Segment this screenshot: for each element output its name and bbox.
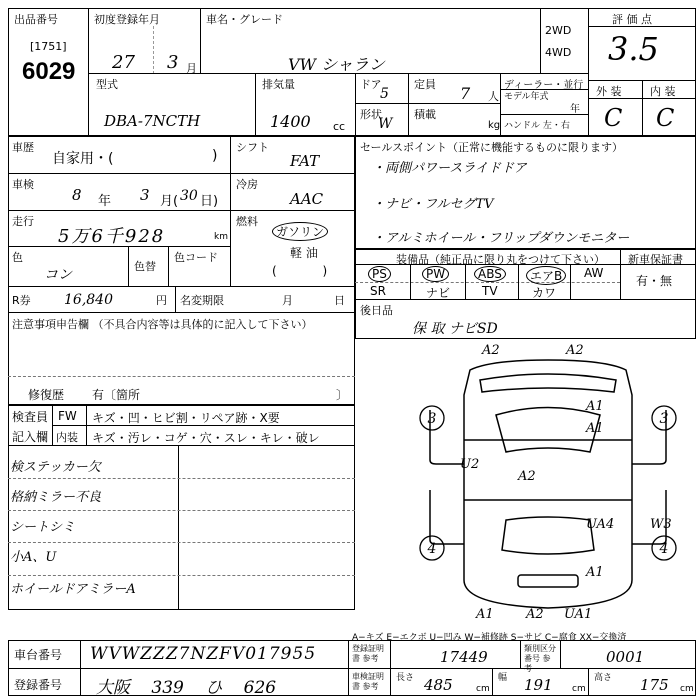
color-code-label: 色コード <box>174 251 218 264</box>
usage-close: ) <box>212 148 218 164</box>
inspection-label: 車検 <box>12 178 34 191</box>
damage-legend: A−キズ E−エクボ U−凹み W−補修跡 S−サビ C−腐食 XX−交換済 <box>352 633 627 643</box>
load-unit: kg <box>488 120 501 131</box>
mark-front-left: A2 <box>482 343 500 358</box>
recycle-value: 16,840 <box>64 292 113 308</box>
type-label: 型式 <box>96 78 118 91</box>
inspector-note-5: ホイールドアミラーA <box>10 582 136 597</box>
equip-navi: ナビ <box>426 286 451 300</box>
inspection-year: 8 <box>72 186 82 204</box>
equipment-label: 装備品（純正品に限り丸をつけて下さい） <box>396 253 605 266</box>
shift-value: FAT <box>290 152 320 170</box>
inspector-label-1: 検査員 <box>12 410 49 424</box>
later-value: 保 取 ナビSD <box>412 321 498 337</box>
cert-value: 17449 <box>440 648 488 666</box>
tire-fr: 3 <box>659 411 669 427</box>
reg-value: 大阪 339 ひ 626 <box>96 678 277 698</box>
fw-label: FW <box>58 409 77 423</box>
equip-pw-label: PW <box>422 266 449 282</box>
selling-point-1: ・両側パワースライドドア <box>372 161 527 176</box>
displacement-unit: cc <box>333 120 346 133</box>
len-label: 長さ <box>396 673 415 683</box>
tire-fl: 3 <box>427 411 437 427</box>
inspector-note-3: シートシミ <box>10 520 76 535</box>
repair-label: 修復歴 <box>28 388 65 402</box>
load-label: 積載 <box>414 108 436 121</box>
doors-label: ドア <box>360 78 382 91</box>
drive-2wd: 2WD <box>545 24 572 37</box>
mileage-unit: km <box>214 232 228 242</box>
equip-airbag-label: エアB <box>526 266 566 285</box>
name-change-day: 日 <box>334 294 345 307</box>
equip-tv: TV <box>482 284 498 298</box>
width-value: 191 <box>524 676 553 694</box>
mark-rear-wheel: A1 <box>586 565 604 580</box>
fuel-gasoline-circled: ガソリン <box>272 222 328 241</box>
usage-value: 自家用・( <box>52 151 114 167</box>
equip-aw: AW <box>584 266 604 280</box>
equip-abs-label: ABS <box>474 266 506 282</box>
equip-pw <box>422 266 449 282</box>
height-cm: cm <box>680 684 694 694</box>
inspection-month: 3 <box>140 186 150 204</box>
model-name-label: 車名・グレード <box>206 13 283 26</box>
model-year-label: モデル年式 <box>504 92 549 102</box>
name-change-month: 月 <box>282 294 293 307</box>
score-label: 評 価 点 <box>612 13 652 26</box>
ac-label: 冷房 <box>236 178 258 191</box>
reg-label: 登録番号 <box>14 678 63 692</box>
width-label: 幅 <box>498 673 508 683</box>
displacement-label: 排気量 <box>262 78 295 91</box>
inspector-label-2: 記入欄 <box>12 430 49 444</box>
inspection-year-unit: 年 <box>98 194 112 209</box>
lot-number: 6029 <box>22 58 76 85</box>
shape-label: 形状 <box>360 108 382 121</box>
capacity-value: 7 <box>460 84 471 103</box>
handle-label: ハンドル 左・右 <box>504 121 570 131</box>
equip-sr: SR <box>370 284 386 298</box>
tire-rr: 4 <box>659 541 669 557</box>
mileage-value: 5万6千928 <box>58 226 166 247</box>
interior-grade: C <box>656 104 675 132</box>
model-name: VW シャラン <box>288 55 385 74</box>
fw-text: キズ・凹・ヒビ割・リペア跡・X要 <box>92 411 280 425</box>
inspection-month-unit: 月( <box>160 194 179 209</box>
equip-abs <box>474 266 506 282</box>
interior-text: キズ・汚レ・コゲ・穴・スレ・キレ・破レ <box>92 431 320 445</box>
shift-label: シフト <box>236 141 269 154</box>
interior-label: 内 装 <box>650 85 676 98</box>
mark-front-right: A2 <box>566 343 584 358</box>
fuel-diesel: 軽 油 <box>290 246 318 260</box>
drive-4wd: 4WD <box>545 46 572 59</box>
mark-rear-right: UA1 <box>564 607 593 622</box>
mark-right-door: A1 <box>586 421 604 436</box>
repair-close: 〕 <box>336 388 349 402</box>
doors-value: 5 <box>380 86 389 102</box>
car-damage-diagram <box>400 340 696 630</box>
mark-right-rear-w: W3 <box>650 517 672 532</box>
equip-ps-label: PS <box>368 266 391 282</box>
recycle-label: R券 <box>12 294 31 307</box>
model-year-unit: 年 <box>570 104 580 115</box>
recycle-unit: 円 <box>156 294 167 307</box>
inspector-note-4: 小A、U <box>10 550 57 565</box>
selling-point-3: ・アルミホイール・フリップダウンモニター <box>372 231 630 246</box>
inspector-note-1: 検ステッカー欠 <box>10 460 101 475</box>
warranty-value: 有・無 <box>636 274 673 288</box>
later-label: 後日品 <box>360 304 393 317</box>
height-value: 175 <box>640 676 669 694</box>
chassis-label: 車台番号 <box>14 648 63 662</box>
equip-airbag <box>526 266 566 285</box>
exterior-grade: C <box>604 104 623 132</box>
height-label: 高さ <box>594 673 613 683</box>
first-reg-year: 27 <box>112 52 135 73</box>
notes-label: 注意事項申告欄 （不具合内容等は具体的に記入して下さい） <box>12 318 313 331</box>
first-reg-month: 3 <box>167 52 179 73</box>
mark-roof: A2 <box>518 469 536 484</box>
color-value: コン <box>44 267 72 283</box>
mark-right-rear: UA4 <box>586 517 615 532</box>
repair-value: 有〔箇所 <box>92 388 141 402</box>
dim-label: 車検証明書 参考 <box>352 672 384 691</box>
len-cm: cm <box>476 684 490 694</box>
chassis-value: WVWZZZ7NZFV017955 <box>90 644 317 664</box>
equip-ps <box>368 266 391 282</box>
usage-label: 車歴 <box>12 141 34 154</box>
tire-rl: 4 <box>427 541 437 557</box>
color-label: 色 <box>12 251 23 264</box>
fuel-label: 燃料 <box>236 215 258 228</box>
class-value: 0001 <box>606 648 645 666</box>
interior-tag: 内装 <box>56 431 78 444</box>
ac-value: AAC <box>290 190 324 208</box>
lot-number-label: 出品番号 <box>14 13 58 26</box>
score-value: 3.5 <box>608 30 659 68</box>
fuel-gasoline <box>272 222 328 241</box>
type-value: DBA-7NCTH <box>104 112 201 130</box>
capacity-label: 定員 <box>414 78 436 91</box>
cert-label: 登録証明書 参考 <box>352 644 384 663</box>
mileage-label: 走行 <box>12 215 34 228</box>
car-outline <box>427 360 666 608</box>
color-change-label: 色替 <box>134 260 156 273</box>
dealer-label: ディーラー・並行 <box>504 80 584 91</box>
width-cm: cm <box>572 684 586 694</box>
first-reg-month-unit: 月 <box>186 62 197 75</box>
inspection-day-unit: 日) <box>200 194 219 209</box>
selling-point-2: ・ナビ・フルセグTV <box>372 197 494 212</box>
warranty-label: 新車保証書 <box>628 253 683 266</box>
mark-rear-center: A2 <box>526 607 544 622</box>
exterior-label: 外 装 <box>596 85 622 98</box>
equip-leather: カワ <box>532 286 557 300</box>
mark-left-side: U2 <box>460 457 480 472</box>
lot-sub: [1751] <box>30 40 67 53</box>
inspector-note-2: 格納ミラー不良 <box>10 490 102 505</box>
inspection-day: 30 <box>180 188 198 204</box>
mark-front-right-panel: A1 <box>586 399 604 414</box>
selling-points-label: セールスポイント（正常に機能するものに限ります） <box>360 141 624 154</box>
name-change-label: 名変期限 <box>180 294 224 307</box>
shape-value: W <box>378 116 393 132</box>
mark-rear-left: A1 <box>476 607 494 622</box>
len-value: 485 <box>424 676 453 694</box>
first-reg-label: 初度登録年月 <box>94 13 160 26</box>
capacity-unit: 人 <box>488 90 499 103</box>
class-label: 類別区分番号 参考 <box>524 644 556 673</box>
displacement-value: 1400 <box>270 112 311 131</box>
fuel-bracket: ( ) <box>272 264 328 278</box>
